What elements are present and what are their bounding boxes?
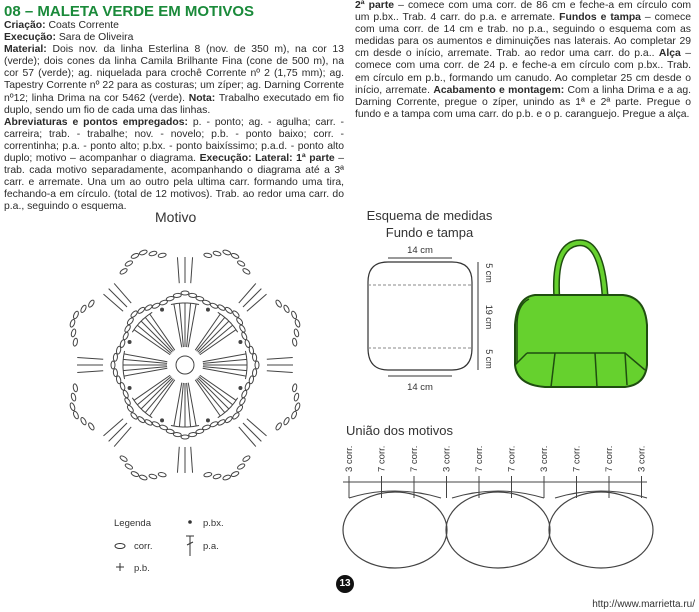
pa-symbol — [186, 536, 194, 556]
exec-label: Execução: Lateral: 1ª parte — [199, 153, 335, 165]
corr-symbol — [115, 544, 125, 549]
note-text: Trabalho executado em fio duplo, sendo um fio de cada uma das linhas. — [4, 92, 344, 116]
union-label: 3 corr. — [636, 445, 648, 472]
scheme-title-block — [357, 207, 502, 241]
scheme-subtitle: Fundo e tampa — [385, 225, 474, 240]
material-paragraph — [4, 44, 344, 117]
page-number: 13 — [336, 575, 354, 593]
scheme-title: Esquema de medidas — [366, 208, 493, 223]
part2-text: – comece com uma corr. de 86 cm e feche-a em círculo com um p.bx.. Trab. 4 carr. do p.a. e arremate. — [355, 0, 692, 24]
material-label: Material: — [4, 44, 47, 56]
left-text-column — [4, 4, 344, 214]
legend — [108, 512, 258, 578]
abbreviations-paragraph — [4, 117, 344, 214]
part2-label: 2ª parte — [355, 0, 395, 11]
union-motif-ellipse — [446, 492, 550, 568]
right-text-column — [355, 0, 691, 121]
creation-value: Coats Corrente — [48, 20, 119, 31]
finish-text: Com a linha Drima e a ag. Darning Corrente, pregue o zíper, unindo as 1ª e 2ª parte. Pregue o fundo e a tampa com uma carr. do p.b. e o p. caranguejo. Pregue a alça. — [355, 84, 692, 120]
motif-petal — [195, 283, 301, 354]
pb-symbol — [116, 563, 124, 571]
legend-pa: p.a. — [203, 541, 219, 552]
motif-petal — [159, 249, 251, 347]
execution-label: Execução: — [4, 32, 56, 44]
motif-petal — [69, 375, 175, 446]
exec-text: – trab. cada motivo separadamente, acompanhando o diagrama até a 3ª carr. e arremate. Una um ao outro pela ultima carr. formando uma tira, fechando-a em círculo. (total de 12 motivos). Trab. ao redor uma carr. do p.a., seguindo o esquema. — [4, 153, 344, 213]
union-label: 7 corr. — [604, 445, 615, 472]
union-label: 7 corr. — [409, 445, 420, 472]
bag-body — [515, 295, 647, 387]
material-text: Dois nov. da linha Esterlina 8 (nov. de 350 m), na cor 13 (verde); dois cones da linha Camila Brilhante Fina (cone de 500 m), na cor 57 (verde); ag. niquelada para crochê Corrente nº 2 (1,75 mm); ag. Tapestry Corrente nº 22 para as costuras; um zíper; ag. Darning Corrente nº12; linha Drima na cor 5462 (verde). — [4, 44, 344, 104]
part2-paragraph — [355, 0, 691, 121]
dim-side-mid-label: 19 cm — [484, 304, 494, 330]
union-label: 3 corr. — [344, 445, 355, 472]
motif-petal — [69, 299, 167, 391]
pbx-symbol — [188, 520, 192, 524]
union-label: 7 corr. — [571, 445, 583, 472]
union-diagram — [335, 440, 655, 580]
dim-side-bottom-label: 5 cm — [484, 349, 494, 369]
note-label: Nota: — [188, 92, 216, 104]
article-title: 08 – MALETA VERDE EM MOTIVOS — [4, 3, 255, 20]
watermark: http://www.marrietta.ru/ — [592, 599, 695, 610]
execution-value: Sara de Oliveira — [58, 32, 134, 44]
legend-title: Legenda — [114, 518, 151, 529]
union-title: União dos motivos — [346, 423, 453, 438]
legend-pb: p.b. — [134, 563, 150, 574]
handle-label: Alça — [658, 48, 681, 60]
union-motif-ellipse — [343, 492, 447, 568]
union-label: 7 corr. — [506, 445, 518, 472]
union-label: 3 corr. — [539, 445, 550, 472]
dim-side-top-label: 5 cm — [484, 263, 494, 283]
motif-center-ring — [176, 356, 194, 374]
motif-diagram — [40, 225, 340, 515]
creation-line — [4, 20, 344, 32]
motif-title: Motivo — [155, 209, 197, 225]
base-label: Fundos e tampa — [559, 12, 641, 24]
finish-label: Acabamento e montagem: — [433, 84, 565, 96]
measurement-scheme — [360, 240, 500, 400]
legend-pbx: p.bx. — [203, 518, 224, 529]
motif-petal — [203, 339, 301, 431]
bag-illustration — [505, 235, 655, 400]
motif-petal — [103, 249, 174, 355]
legend-corr: corr. — [134, 541, 153, 552]
dim-bottom-label: 14 cm — [407, 382, 433, 393]
dim-top-label: 14 cm — [407, 245, 433, 256]
handle-text: – comece com uma corr. de 24 p. e feche-a em círculo com p.bx.. Trab. em círculo em p.b., formando um canudo. Ao completar 25 cm desde o início, arremate. — [355, 48, 691, 96]
execution-line — [4, 32, 344, 44]
creation-label: Criação: — [4, 20, 46, 31]
motif-petal — [119, 383, 211, 481]
union-label: 3 corr. — [441, 445, 453, 472]
union-label: 7 corr. — [474, 445, 485, 472]
abbr-text: p. - ponto; ag. - agulha; carr. - carreira; trab. - trabalhe; nov. - novelo; p.b. - ponto baixo; corr. - correntinha; p.a. - ponto alto; p.bx. - ponto baixíssimo; p.a.d. - ponto alto duplo; motivo – acompanhar o diagrama. — [4, 116, 344, 165]
base-panel-outline — [368, 262, 472, 370]
motif-petal — [195, 375, 266, 481]
base-text: – comece com uma corr. de 14 cm e trab. no p.a., seguindo o esquema com as medidas para os aumentos e diminuições nas laterais. Ao completar 29 cm desde o início, arremate. Trab. ao redor uma carr. do p.a.. — [355, 12, 692, 60]
union-motif-ellipse — [549, 492, 653, 568]
abbr-label: Abreviaturas e pontos empregados: — [4, 116, 188, 128]
union-label: 7 corr. — [376, 445, 388, 472]
